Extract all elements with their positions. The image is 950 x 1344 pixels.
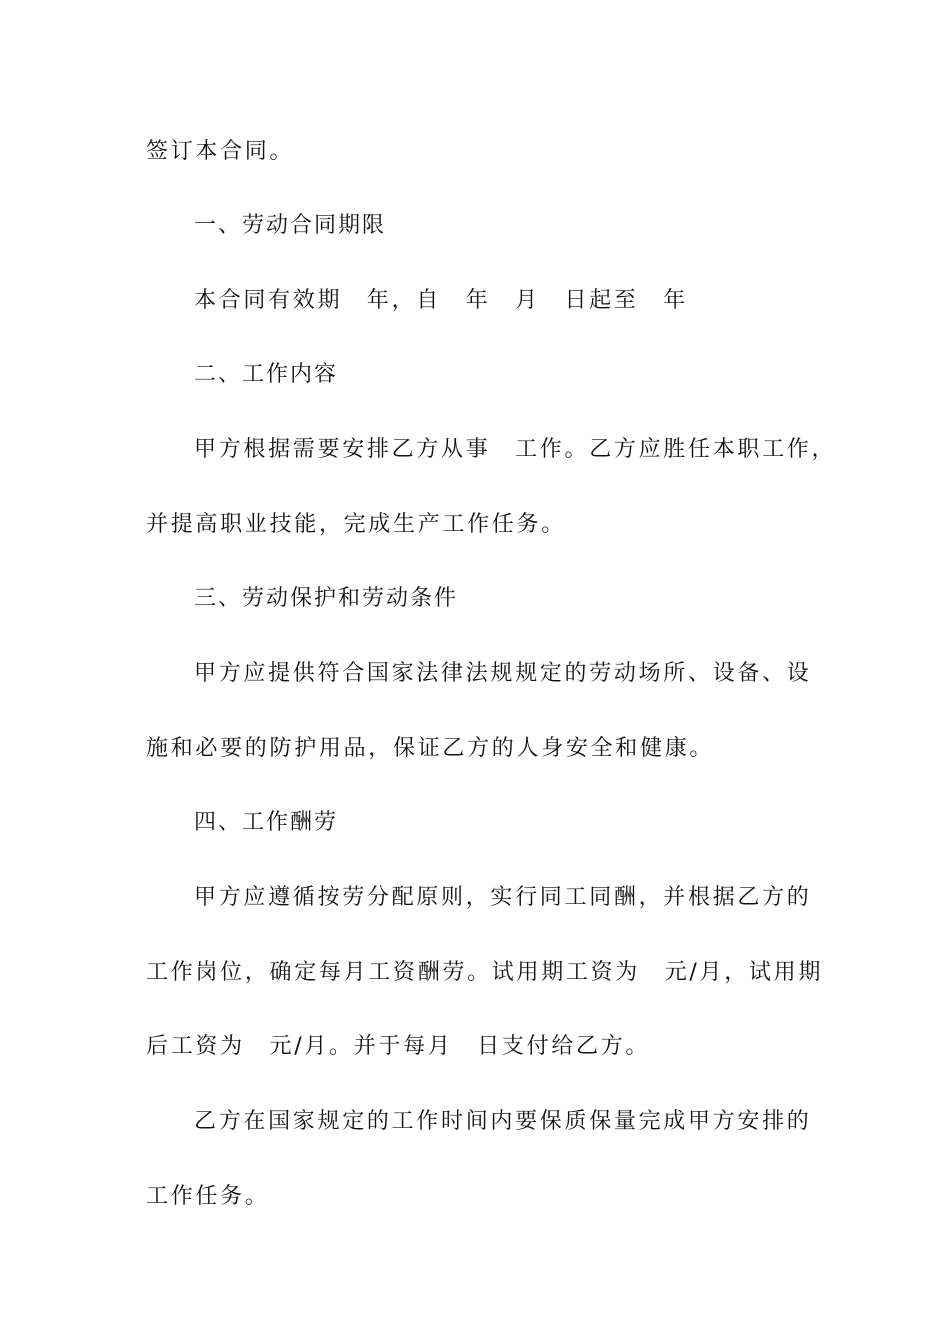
paragraph-line: 乙方在国家规定的工作时间内要保质保量完成甲方安排的 [194,1109,812,1134]
paragraph-line: 甲方应提供符合国家法律法规规定的劳动场所、设备、设 [194,661,812,686]
section-heading: 一、劳动合同期限 [194,213,387,238]
paragraph-line: 施和必要的防护用品，保证乙方的人身安全和健康。 [146,736,715,761]
paragraph-line: 后工资为 元/月。并于每月 日支付给乙方。 [146,1034,651,1059]
paragraph-line: 并提高职业技能，完成生产工作任务。 [146,512,566,537]
section-heading: 四、工作酬劳 [194,810,339,835]
paragraph-line: 本合同有效期 年，自 年 月 日起至 年 [194,288,689,313]
paragraph-line: 工作岗位，确定每月工资酬劳。试用期工资为 元/月，试用期 [146,960,824,985]
paragraph-line: 签订本合同。 [146,139,295,164]
paragraph-line: 甲方应遵循按劳分配原则，实行同工同酬，并根据乙方的 [194,885,812,910]
section-heading: 二、工作内容 [194,362,339,387]
section-heading: 三、劳动保护和劳动条件 [194,586,459,611]
paragraph-line: 工作任务。 [146,1184,270,1209]
paragraph-line: 甲方根据需要安排乙方从事 工作。乙方应胜任本职工作， [194,437,837,462]
